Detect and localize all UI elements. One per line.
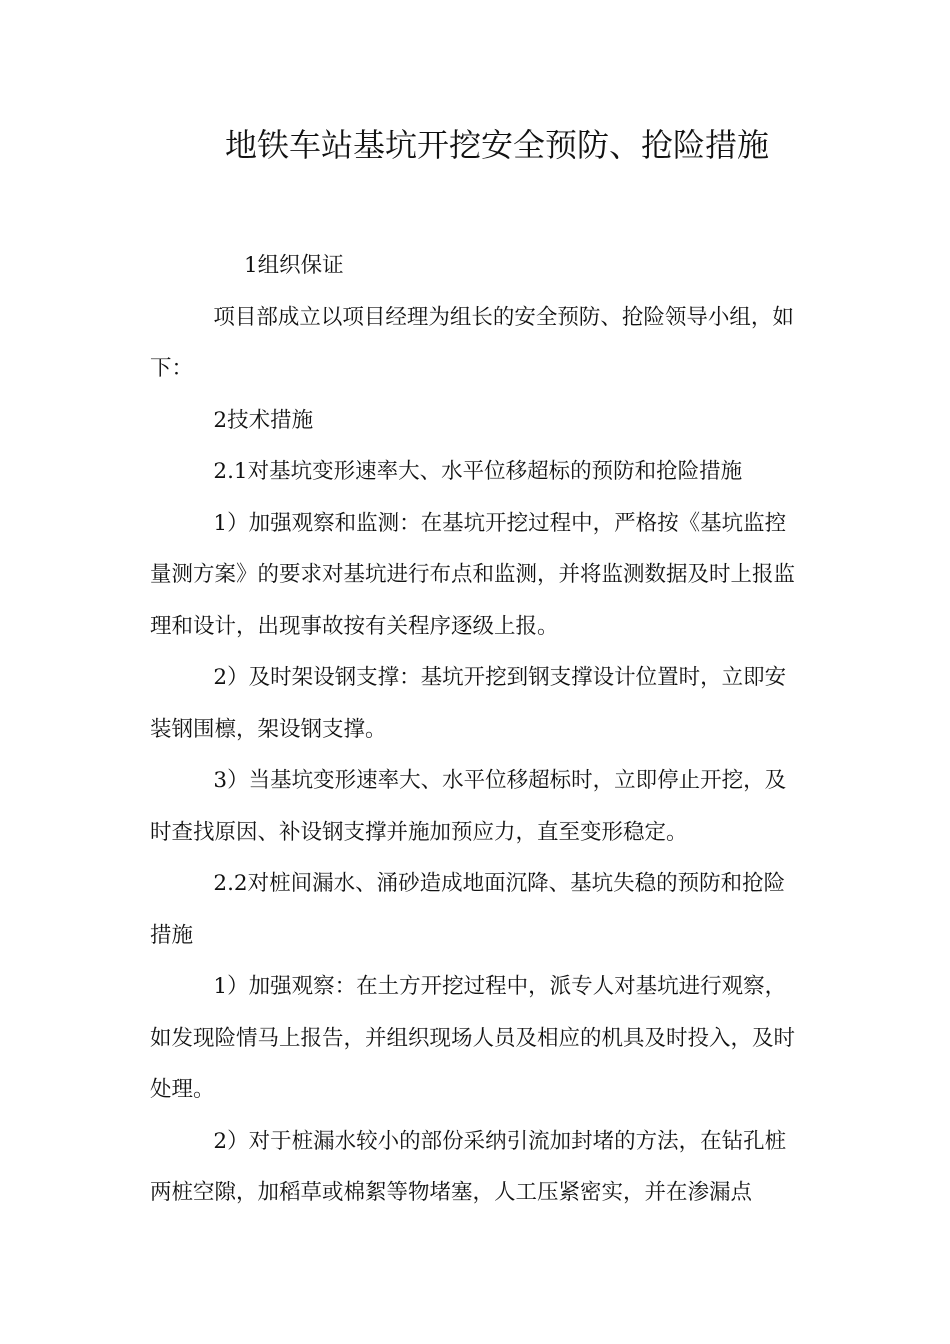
paragraph-observation: 1）加强观察：在土方开挖过程中，派专人对基坑进行观察，如发现险情马上报告，并组织现场人员及相应的机具及时投入，及时处理。	[150, 974, 796, 1102]
section-heading-organization: 1组织保证	[244, 253, 344, 278]
paragraph-steel-support: 2）及时架设钢支撑：基坑开挖到钢支撑设计位置时，立即安装钢围檩，架设钢支撑。	[150, 665, 787, 742]
subsection-heading-2-1: 2.1对基坑变形速率大、水平位移超标的预防和抢险措施	[213, 459, 743, 484]
document-title: 地铁车站基坑开挖安全预防、抢险措施	[225, 126, 770, 164]
paragraph-team: 项目部成立以项目经理为组长的安全预防、抢险领导小组，如下：	[150, 304, 794, 381]
subsection-heading-2-2: 2.2对桩间漏水、涌砂造成地面沉降、基坑失稳的预防和抢险措施	[150, 871, 786, 948]
document-body	[150, 240, 800, 1219]
paragraph-monitoring: 1）加强观察和监测：在基坑开挖过程中，严格按《基坑监控量测方案》的要求对基坑进行布点和监测，并将监测数据及时上报监理和设计，出现事故按有关程序逐级上报。	[150, 510, 796, 639]
section-heading-technical-measures: 2技术措施	[213, 407, 314, 433]
paragraph-leak-sealing: 2）对于桩漏水较小的部份采纳引流加封堵的方法，在钻孔桩两桩空隙，加稻草或棉絮等物堵塞，人工压紧密实，并在渗漏点	[150, 1128, 787, 1205]
paragraph-stop-excavation: 3）当基坑变形速率大、水平位移超标时，立即停止开挖，及时查找原因、补设钢支撑并施加预应力，直至变形稳定。	[150, 768, 787, 845]
